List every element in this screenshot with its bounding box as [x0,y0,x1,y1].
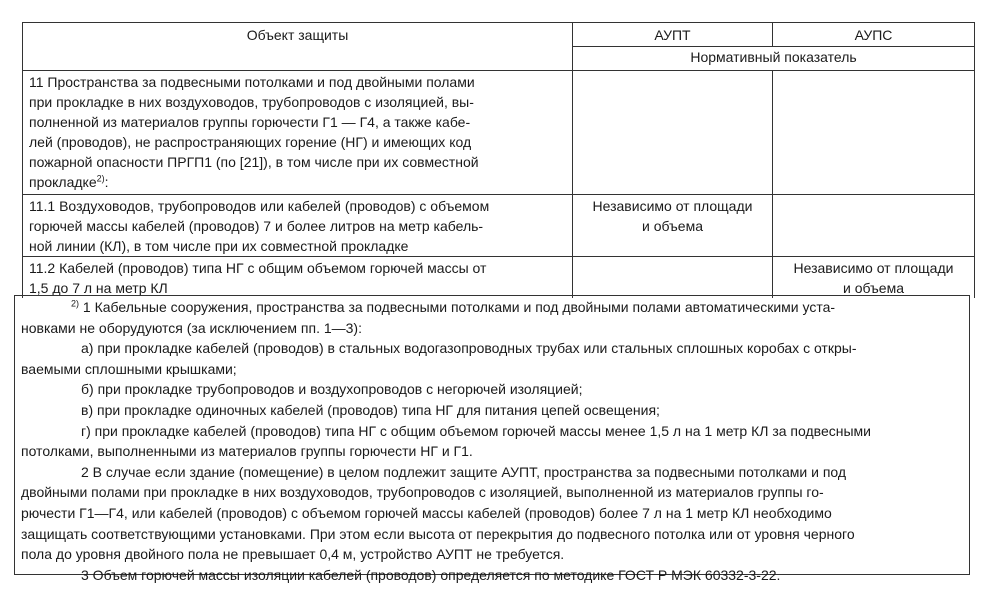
table-row [23,71,975,195]
fire-protection-table [22,22,975,298]
row-11-2-object [23,257,573,299]
row-11-aups [773,71,975,195]
note-2-line: 2 В случае если здание (помещение) в целом подлежит защите АУПТ, пространства за подвесными потолками и под [81,463,847,480]
note-2-line: двойными полами при прокладке в них воздуховодов, трубопроводов с изоляцией, выполненной из материалов группы го- [21,484,824,501]
text-line: при прокладке в них воздуховодов, трубопроводов с изоляцией, вы- [29,94,474,110]
note-item-g: г) при прокладке кабелей (проводов) типа НГ с общим объемом горючей массы менее 1,5 л на 1 метр КЛ за подвесными [81,422,871,439]
text-fragment: прокладке [29,174,97,190]
note-item-b: б) при прокладке трубопроводов и воздухопроводов с негорючей изоляцией; [81,381,583,398]
note-1-line [21,297,963,318]
text-line: и объема [843,280,904,296]
text-line: 11 Пространства за подвесными потолками и под двойными полами [29,74,475,90]
note-1-line: новками не оборудуются (за исключением пп. 1—3): [21,319,362,336]
text-line: 11.2 Кабелей (проводов) типа НГ с общим объемом горючей массы от [29,260,487,276]
row-11-object [23,71,573,195]
text-line: лей (проводов), не распространяющих горение (НГ) и имеющих код [29,134,472,150]
header-object: Объект защиты [23,23,573,71]
row-11-2-aups [773,257,975,299]
note-2-line: пола до уровня двойного пола не превышает 0,4 м, устройство АУПТ не требуется. [21,546,565,563]
header-normative: Нормативный показатель [573,47,975,71]
table-header-row [23,23,975,47]
footnote-mark: 2) [71,298,80,309]
text-line: ной линии (КЛ), в том числе при их совместной прокладке [29,238,409,254]
text-line: горючей массы кабелей (проводов) 7 и более литров на метр кабель- [29,218,484,234]
header-aupt: АУПТ [573,23,773,47]
text-line: пожарной опасности ПРГП1 (по [21]), в том числе при их совместной [29,154,479,170]
row-11-1-aupt [573,195,773,257]
note-item-a: а) при прокладке кабелей (проводов) в стальных водогазопроводных трубах или стальных сплошных коробах с откры- [81,340,857,357]
text-fragment: : [104,174,109,190]
text-line: полненной из материалов группы горючести Г1 — Г4, а также кабе- [29,114,471,130]
row-11-1-aups [773,195,975,257]
footnotes-block [14,295,970,583]
text-line: 11.1 Воздуховодов, трубопроводов или кабелей (проводов) с объемом [29,198,490,214]
note-item-a: ваемыми сплошными крышками; [21,360,237,377]
note-item-g: потолками, выполненными из материалов группы горючести НГ и Г1. [21,443,473,460]
row-11-2-aupt [573,257,773,299]
note-3-line: 3 Объем горючей массы изоляции кабелей (проводов) определяется по методике ГОСТ Р МЭК 60332-3-22. [81,566,781,583]
note-2-line: защищать соответствующими установками. При этом если высота от перекрытия до подвесного потолка или от уровня черного [21,525,855,542]
row-11-aupt [573,71,773,195]
row-11-1-object [23,195,573,257]
text-line: Независимо от площади [793,260,954,276]
table-row [23,195,975,257]
text-line [29,172,566,192]
note-item-v: в) при прокладке одиночных кабелей (проводов) типа НГ для питания цепей освещения; [81,401,660,418]
text-line: Независимо от площади [592,198,753,214]
text-line: 1,5 до 7 л на метр КЛ [29,280,168,296]
text-fragment: 1 Кабельные сооружения, пространства за подвесными потолками и под двойными полами автоматическими уста- [79,299,836,315]
footnote-mark: 2) [96,173,105,184]
text-line: и объема [642,218,703,234]
note-2-line: рючести Г1—Г4, или кабелей (проводов) с объемом горючей массы кабелей (проводов) более 7 л на 1 метр КЛ необходимо [21,504,832,521]
table-row [23,257,975,299]
header-aups: АУПС [773,23,975,47]
